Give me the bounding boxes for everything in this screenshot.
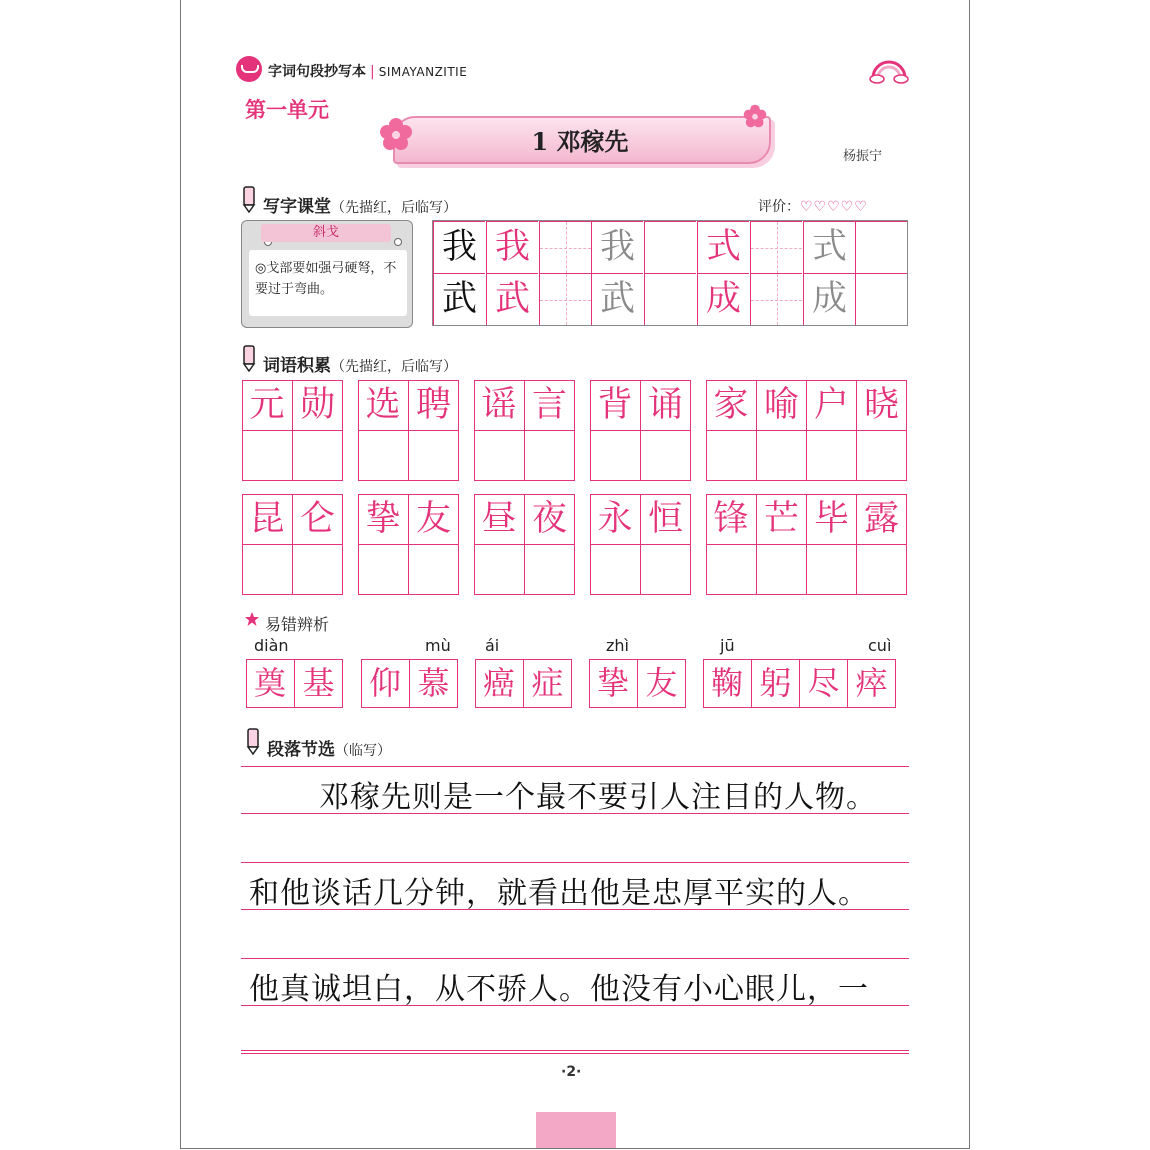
blank-cell[interactable]: [242, 544, 292, 594]
word-cell[interactable]: [806, 494, 856, 544]
word-char: 昆: [249, 498, 285, 539]
writing-line: [241, 958, 909, 959]
passage-line: 邓稼先则是一个最不要引人注目的人物。: [319, 780, 877, 815]
word-char: 友: [415, 498, 451, 539]
section-heading-words: 词语积累（先描红，后临写）: [263, 356, 457, 376]
blank-cell[interactable]: [474, 430, 524, 480]
word-char: 元: [249, 384, 285, 425]
pinyin-label: diàn: [254, 636, 289, 655]
error-char: 尽: [807, 664, 840, 702]
passage-line: 他真诚坦白，从不骄人。他没有小心眼儿，一: [249, 972, 869, 1007]
word-cell[interactable]: [640, 494, 690, 544]
writing-line: [241, 1005, 909, 1006]
ring-icon: [394, 238, 402, 246]
blank-cell[interactable]: [640, 430, 690, 480]
grid-cell[interactable]: [644, 273, 696, 325]
pencil-icon: [245, 727, 261, 755]
book-logo-icon: [236, 56, 262, 82]
blank-cell[interactable]: [756, 430, 806, 480]
writing-line: [241, 1053, 909, 1054]
grid-cell[interactable]: [855, 221, 907, 273]
grid-char: 式: [811, 227, 847, 267]
flower-icon: [379, 117, 413, 151]
grid-cell[interactable]: [486, 273, 538, 325]
blank-cell[interactable]: [590, 430, 640, 480]
blank-cell[interactable]: [856, 544, 906, 594]
error-char: 友: [645, 664, 678, 702]
word-char: 诵: [647, 384, 683, 425]
error-cell: [589, 659, 637, 707]
page-tab: [536, 1112, 616, 1148]
grid-char: 式: [705, 227, 741, 267]
word-char: 芒: [763, 498, 799, 539]
error-char: 鞠: [710, 664, 743, 702]
pencil-icon: [241, 344, 257, 372]
blank-cell[interactable]: [806, 544, 856, 594]
word-cell[interactable]: [242, 380, 292, 430]
blank-cell[interactable]: [756, 544, 806, 594]
word-cell[interactable]: [706, 494, 756, 544]
unit-title: 第一单元: [245, 98, 329, 122]
word-cell[interactable]: [856, 494, 906, 544]
word-char: 仑: [299, 498, 335, 539]
error-cell: [751, 659, 799, 707]
blank-cell[interactable]: [474, 544, 524, 594]
error-char: 瘁: [855, 664, 888, 702]
section-heading-errors: 易错辨析: [265, 615, 330, 634]
error-cell: [361, 659, 409, 707]
word-char: 家: [713, 384, 749, 425]
word-char: 勋: [299, 384, 335, 425]
grid-char: 武: [441, 279, 477, 319]
grid-cell[interactable]: [539, 273, 591, 325]
word-cell[interactable]: [358, 380, 408, 430]
grid-char: 我: [599, 227, 635, 267]
word-char: 永: [597, 498, 633, 539]
word-cell[interactable]: [640, 380, 690, 430]
grid-cell[interactable]: [803, 221, 855, 273]
grid-char: 成: [811, 279, 847, 319]
error-cell: [246, 659, 294, 707]
blank-cell[interactable]: [408, 430, 458, 480]
blank-cell[interactable]: [292, 544, 342, 594]
grid-char: 武: [599, 279, 635, 319]
error-cell: [637, 659, 685, 707]
writing-line: [241, 909, 909, 910]
word-char: 挚: [365, 498, 401, 539]
pencil-icon: [241, 185, 257, 213]
grid-cell[interactable]: [697, 273, 749, 325]
word-cell[interactable]: [856, 380, 906, 430]
workbook-page: [180, 0, 970, 1149]
blank-cell[interactable]: [358, 544, 408, 594]
grid-cell[interactable]: [486, 221, 538, 273]
error-char: 仰: [368, 664, 401, 702]
word-cell[interactable]: [524, 494, 574, 544]
blank-cell[interactable]: [640, 544, 690, 594]
section-heading-passage: 段落节选（临写）: [267, 740, 391, 760]
grid-char: 武: [494, 279, 530, 319]
lesson-title: 1 邓稼先: [531, 127, 629, 156]
pinyin-label: mù: [425, 636, 451, 655]
error-char: 基: [302, 664, 335, 702]
grid-char: 我: [441, 227, 477, 267]
grid-cell[interactable]: [591, 273, 643, 325]
word-cell[interactable]: [756, 494, 806, 544]
grid-cell[interactable]: [644, 221, 696, 273]
word-cell[interactable]: [524, 380, 574, 430]
error-cell: [523, 659, 571, 707]
grid-char: 成: [705, 279, 741, 319]
writing-line: [241, 1050, 909, 1051]
passage-line: 和他谈话几分钟，就看出他是忠厚平实的人。: [249, 876, 869, 911]
word-cell[interactable]: [590, 494, 640, 544]
grid-cell[interactable]: [433, 273, 485, 325]
word-cell[interactable]: [806, 380, 856, 430]
brand-title: 字词句段抄写本 | SIMAYANZITIE: [268, 64, 468, 80]
word-char: 露: [863, 498, 899, 539]
grid-cell[interactable]: [750, 221, 802, 273]
word-cell[interactable]: [408, 494, 458, 544]
word-char: 聘: [415, 384, 451, 425]
word-char: 选: [365, 384, 401, 425]
grid-cell[interactable]: [433, 221, 485, 273]
blank-cell[interactable]: [706, 544, 756, 594]
grid-cell[interactable]: [697, 221, 749, 273]
word-char: 毕: [813, 498, 849, 539]
error-cell: [475, 659, 523, 707]
author-name: 杨振宁: [843, 149, 883, 164]
word-cell[interactable]: [756, 380, 806, 430]
blank-cell[interactable]: [292, 430, 342, 480]
word-cell[interactable]: [474, 380, 524, 430]
word-char: 夜: [531, 498, 567, 539]
pinyin-label: ái: [485, 636, 500, 655]
blank-cell[interactable]: [806, 430, 856, 480]
word-char: 锋: [713, 498, 749, 539]
blank-cell[interactable]: [408, 544, 458, 594]
error-cell: [294, 659, 342, 707]
error-cell: [409, 659, 457, 707]
blank-cell[interactable]: [706, 430, 756, 480]
rating-hearts[interactable]: ♡♡♡♡♡: [800, 199, 868, 215]
error-cell: [847, 659, 895, 707]
pinyin-label: cuì: [868, 636, 892, 655]
error-char: 奠: [253, 664, 286, 702]
word-char: 恒: [647, 498, 683, 539]
writing-line: [241, 862, 909, 863]
word-cell[interactable]: [358, 494, 408, 544]
writing-line: [241, 813, 909, 814]
word-cell[interactable]: [292, 380, 342, 430]
word-char: 昼: [481, 498, 517, 539]
rainbow-icon: [869, 58, 909, 84]
star-icon: [245, 612, 259, 626]
writing-line: [241, 766, 909, 767]
grid-cell[interactable]: [803, 273, 855, 325]
stroke-tip-text: ◎戈部要如强弓硬弩，不要过于弯曲。: [255, 261, 397, 297]
blank-cell[interactable]: [524, 430, 574, 480]
error-char: 症: [531, 664, 564, 702]
word-cell[interactable]: [408, 380, 458, 430]
word-cell[interactable]: [590, 380, 640, 430]
error-cell: [703, 659, 751, 707]
word-cell[interactable]: [474, 494, 524, 544]
error-char: 慕: [417, 664, 450, 702]
grid-cell[interactable]: [855, 273, 907, 325]
grid-cell[interactable]: [539, 221, 591, 273]
blank-cell[interactable]: [358, 430, 408, 480]
blank-cell[interactable]: [242, 430, 292, 480]
word-cell[interactable]: [706, 380, 756, 430]
word-char: 喻: [763, 384, 799, 425]
word-cell[interactable]: [242, 494, 292, 544]
pinyin-label: jū: [720, 636, 735, 655]
word-char: 户: [813, 384, 849, 425]
page-number: ·2·: [561, 1064, 582, 1080]
error-char: 躬: [759, 664, 792, 702]
error-cell: [799, 659, 847, 707]
blank-cell[interactable]: [856, 430, 906, 480]
flower-icon: [743, 104, 767, 128]
blank-cell[interactable]: [524, 544, 574, 594]
grid-char: 我: [494, 227, 530, 267]
word-char: 言: [531, 384, 567, 425]
word-char: 谣: [481, 384, 517, 425]
word-char: 晓: [863, 384, 899, 425]
pinyin-label: zhì: [606, 636, 629, 655]
section-heading-writing: 写字课堂（先描红，后临写）: [263, 197, 457, 217]
grid-cell[interactable]: [750, 273, 802, 325]
rating: 评价：♡♡♡♡♡: [758, 199, 868, 215]
stroke-name: 斜戈: [261, 224, 391, 242]
word-char: 背: [597, 384, 633, 425]
error-char: 挚: [596, 664, 629, 702]
grid-cell[interactable]: [591, 221, 643, 273]
blank-cell[interactable]: [590, 544, 640, 594]
word-cell[interactable]: [292, 494, 342, 544]
error-char: 癌: [482, 664, 515, 702]
